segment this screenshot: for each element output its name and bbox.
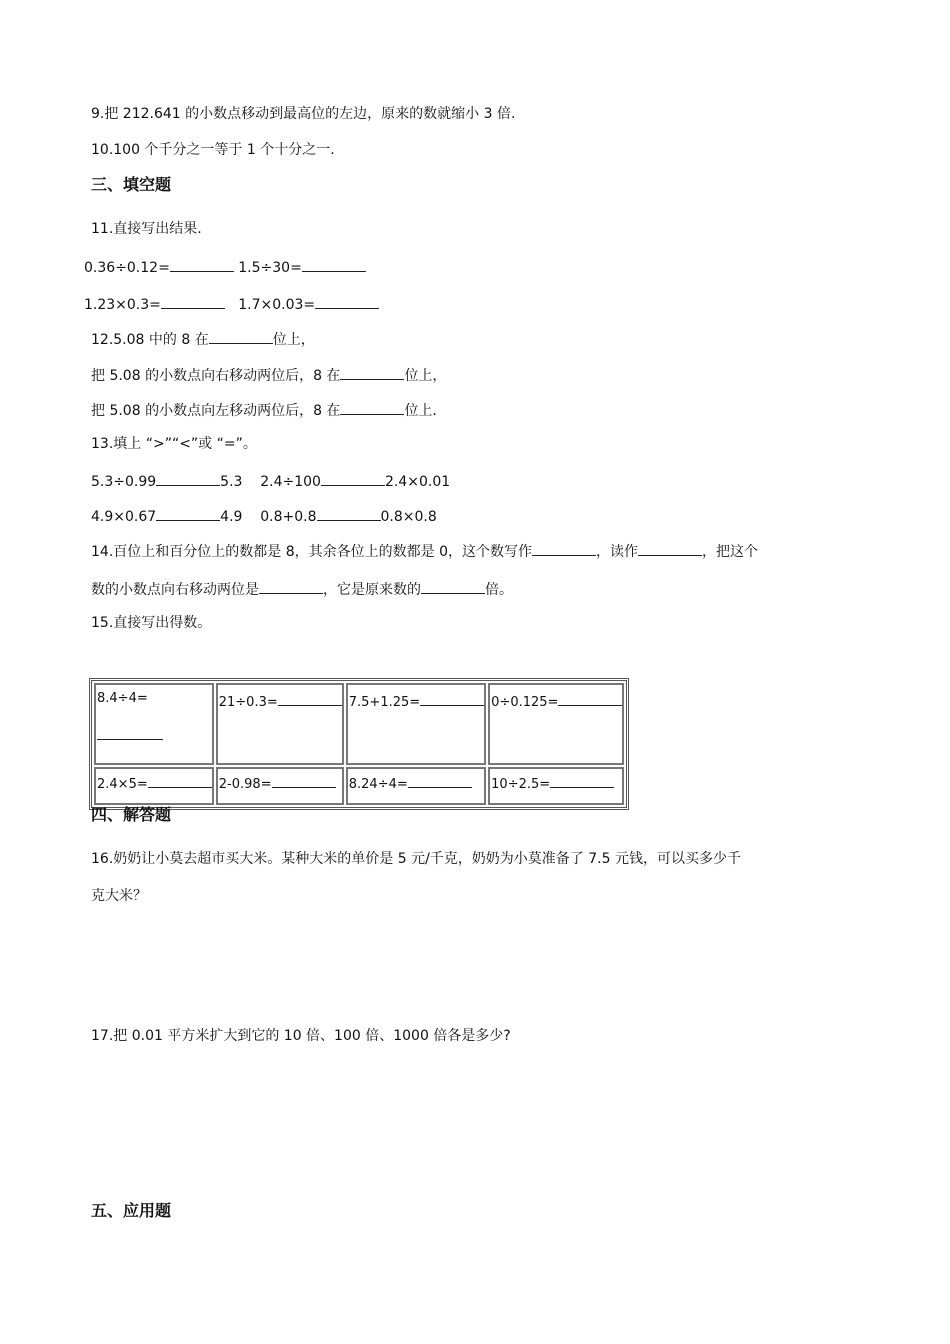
q11-expr-3: 1.23×0.3= (84, 297, 161, 313)
table-cell[interactable] (94, 683, 214, 765)
q13-expr: 5.3 2.4÷100 (220, 474, 321, 490)
q11-expr-1: 0.36÷0.12= (84, 260, 170, 276)
q13-expr: 0.8×0.8 (380, 509, 437, 525)
question-12-line-2 (91, 365, 446, 385)
q12-text: 把 5.08 的小数点向右移动两位后，8 在 (91, 368, 341, 384)
question-9: 9.把 212.641 的小数点移动到最高位的左边，原来的数就缩小 3 倍. (91, 106, 516, 122)
question-14-line-1 (91, 541, 758, 561)
table-expr: 21÷0.3= (218, 695, 278, 710)
question-12-line-3 (91, 400, 437, 420)
q13-expr: 4.9×0.67 (91, 509, 157, 525)
table-expr: 0÷0.125= (491, 695, 559, 710)
question-17: 17.把 0.01 平方米扩大到它的 10 倍、100 倍、1000 倍各是多少? (91, 1028, 511, 1044)
table-expr: 2-0.98= (218, 777, 272, 792)
question-13-row-2 (91, 506, 437, 526)
answer-blank[interactable] (259, 579, 323, 594)
answer-blank[interactable] (170, 257, 234, 272)
q13-expr: 5.3÷0.99 (91, 474, 157, 490)
answer-blank[interactable] (272, 773, 336, 788)
table-cell[interactable] (488, 683, 624, 765)
question-15-title: 15.直接写出得数。 (91, 615, 212, 631)
answer-blank[interactable] (340, 400, 404, 415)
calculation-table (89, 678, 629, 810)
question-11-title: 11.直接写出结果. (91, 221, 202, 237)
table-expr: 8.24÷4= (348, 777, 408, 792)
question-14-line-2 (91, 579, 513, 599)
section-4-heading: 四、解答题 (91, 805, 172, 824)
table-cell[interactable] (216, 683, 344, 765)
q14-text: ，读作 (595, 544, 638, 560)
answer-blank[interactable] (156, 506, 220, 521)
section-5-heading: 五、应用题 (91, 1201, 172, 1220)
table-expr: 10÷2.5= (491, 777, 551, 792)
answer-blank[interactable] (558, 691, 622, 706)
answer-blank[interactable] (148, 773, 212, 788)
answer-blank[interactable] (302, 257, 366, 272)
answer-blank[interactable] (421, 579, 485, 594)
table-cell[interactable] (488, 767, 624, 805)
question-13-title: 13.填上 “>”“<”或 “=”。 (91, 436, 257, 452)
question-16-line-1: 16.奶奶让小莫去超市买大米。某种大米的单价是 5 元/千克，奶奶为小莫准备了 7.5 元钱，可以买多少千 (91, 851, 741, 867)
q14-text: ，它是原来数的 (323, 582, 421, 598)
answer-blank[interactable] (408, 773, 472, 788)
table-expr: 8.4÷4= (97, 691, 148, 706)
q14-text: 倍。 (485, 582, 513, 598)
q12-text: 位上， (272, 332, 315, 348)
question-16-line-2: 克大米？ (91, 888, 147, 904)
table-expr: 7.5+1.25= (348, 695, 421, 710)
answer-blank[interactable] (209, 329, 273, 344)
answer-blank[interactable] (420, 691, 484, 706)
section-3-heading: 三、填空题 (91, 175, 172, 194)
table-row (94, 683, 624, 765)
table-expr: 2.4×5= (97, 777, 148, 792)
question-11-row-1 (84, 257, 366, 277)
question-13-row-1 (91, 471, 450, 491)
q14-text: ，把这个 (701, 544, 758, 560)
q12-text: 把 5.08 的小数点向左移动两位后，8 在 (91, 403, 341, 419)
q12-text: 位上， (404, 368, 447, 384)
q11-expr-2: 1.5÷30= (238, 260, 302, 276)
table-cell[interactable] (346, 683, 486, 765)
question-11-row-2 (84, 294, 379, 314)
answer-blank[interactable] (340, 365, 404, 380)
answer-blank[interactable] (317, 506, 381, 521)
q12-text: 12.5.08 中的 8 在 (91, 332, 209, 348)
answer-blank[interactable] (638, 541, 702, 556)
q11-expr-4: 1.7×0.03= (238, 297, 316, 313)
table-cell[interactable] (216, 767, 344, 805)
answer-blank[interactable] (156, 471, 220, 486)
answer-blank[interactable] (532, 541, 596, 556)
answer-blank[interactable] (161, 294, 225, 309)
q14-text: 14.百位上和百分位上的数都是 8，其余各位上的数都是 0，这个数写作 (91, 544, 532, 560)
q13-expr: 2.4×0.01 (384, 474, 451, 490)
q12-text: 位上. (404, 403, 437, 419)
answer-blank[interactable] (278, 691, 342, 706)
answer-blank[interactable] (97, 735, 163, 740)
answer-blank[interactable] (315, 294, 379, 309)
table-cell[interactable] (94, 767, 214, 805)
q13-expr: 4.9 0.8+0.8 (220, 509, 317, 525)
answer-blank[interactable] (321, 471, 385, 486)
table-row (94, 767, 624, 805)
q14-text: 数的小数点向右移动两位是 (91, 582, 259, 598)
answer-blank[interactable] (550, 773, 614, 788)
question-10: 10.100 个千分之一等于 1 个十分之一. (91, 142, 335, 158)
question-12-line-1 (91, 329, 315, 349)
table-cell[interactable] (346, 767, 486, 805)
